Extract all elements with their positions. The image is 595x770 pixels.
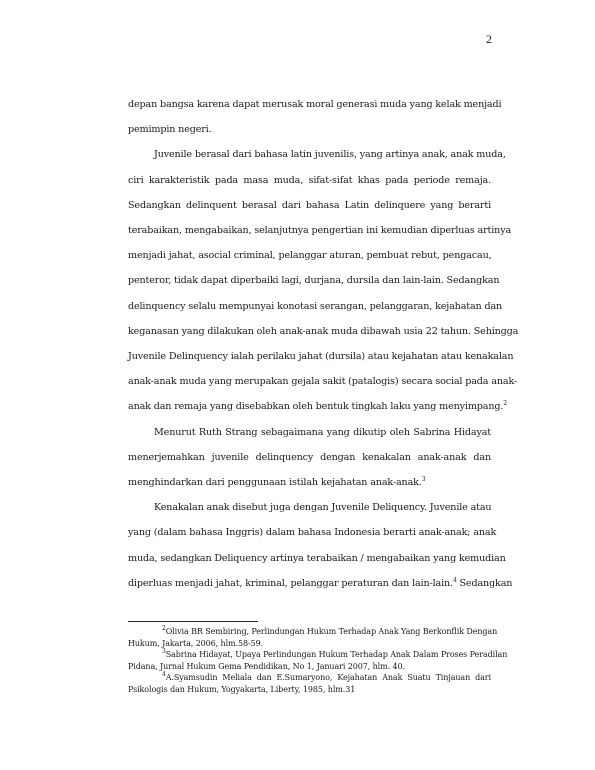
body-line <box>128 495 491 520</box>
body-text <box>128 92 519 596</box>
footnote-text: Pidana, Jurnal Hukum Gema Pendidikan, No 1, Januari 2007, hlm. 40. <box>128 661 405 671</box>
body-line <box>128 546 506 571</box>
body-line-text-after: Sedangkan <box>456 577 513 589</box>
body-line <box>128 168 491 193</box>
body-line-text: Sedangkan delinquent berasal dari bahasa Latin delinquere yang berarti <box>128 199 491 211</box>
body-line <box>128 445 491 470</box>
body-line-text: penteror, tidak dapat diperbaiki lagi, durjana, dursila dan lain-lain. Sedangkan <box>128 275 500 287</box>
footnote-text: Sabrina Hidayat, Upaya Perlindungan Hukum Terhadap Anak Dalam Proses Peradilan <box>165 650 508 660</box>
body-line-text: pemimpin negeri. <box>128 124 212 136</box>
body-line-text: menghindarkan dari penggunaan istilah kejahatan anak-anak. <box>128 477 422 489</box>
body-line <box>128 394 507 419</box>
footnote-line <box>128 638 491 650</box>
footnote-reference[interactable]: 3 <box>421 476 426 484</box>
page-number: 2 <box>486 32 492 46</box>
body-line <box>128 294 503 319</box>
body-line-text: anak dan remaja yang disebabkan oleh bentuk tingkah laku yang menyimpang. <box>128 401 504 413</box>
body-line <box>128 369 518 394</box>
footnotes <box>128 625 508 696</box>
footnote-line <box>128 684 491 696</box>
body-line <box>128 142 506 167</box>
body-line <box>128 268 500 293</box>
footnote-number: 3 <box>162 648 166 656</box>
body-line <box>128 571 513 596</box>
body-line-text: ciri karakteristik pada masa muda, sifat-sifat khas pada periode remaja. <box>128 174 491 186</box>
footnote-number: 2 <box>162 625 166 632</box>
body-line-text: menjadi jahat, asocial criminal, pelanggar aturan, pembuat rebut, pengacau, <box>128 250 492 262</box>
body-line-text: menerjemahkan juvenile delinquency dengan kenakalan anak-anak dan <box>128 451 491 463</box>
body-line <box>128 520 497 545</box>
footnote-line <box>128 625 498 638</box>
footnote-number: 4 <box>162 671 166 679</box>
body-line <box>128 470 491 495</box>
body-line <box>128 92 502 117</box>
body-line-text: Juvenile berasal dari bahasa latin juvenilis, yang artinya anak, anak muda, <box>154 149 506 161</box>
footnote-divider <box>128 621 258 622</box>
body-line <box>128 344 514 369</box>
footnote-text: Olivia BR Sembiring, Perlindungan Hukum Terhadap Anak Yang Berkonflik Dengan <box>165 627 498 636</box>
footnote-text: Hukum, Jakarta, 2006, hlm.58-59. <box>128 638 263 648</box>
footnote-line <box>128 661 491 673</box>
body-line <box>128 243 491 268</box>
body-line-text: diperluas menjadi jahat, kriminal, pelanggar peraturan dan lain-lain. <box>128 577 453 589</box>
footnote-reference[interactable]: 2 <box>503 400 507 408</box>
body-line-text: keganasan yang dilakukan oleh anak-anak muda dibawah usia 22 tahun. Sehingga <box>128 325 519 337</box>
body-line-text: Juvenile Delinquency ialah perilaku jahat (dursila) atau kejahatan atau kenakalan <box>128 351 514 363</box>
footnote-text: A.Syamsudin Meliala dan E.Sumaryono, Kejahatan Anak Suatu Tinjauan dari <box>165 673 491 683</box>
body-line-text: terabaikan, mengabaikan, selanjutnya pengertian ini kemudian diperluas artinya <box>128 225 512 237</box>
body-line <box>128 193 491 218</box>
body-line <box>128 117 491 142</box>
body-line <box>128 218 512 243</box>
footnote-text: Psikologis dan Hukum, Yogyakarta, Liberty, 1985, hlm.31 <box>128 684 356 694</box>
body-line <box>128 319 519 344</box>
footnote-line <box>128 672 491 684</box>
footnote-reference[interactable]: 4 <box>452 576 457 584</box>
footnote-line <box>128 648 508 661</box>
body-line-text: depan bangsa karena dapat merusak moral generasi muda yang kelak menjadi <box>128 99 502 110</box>
body-line <box>128 420 491 445</box>
body-line-text: delinquency selalu mempunyai konotasi serangan, pelanggaran, kejahatan dan <box>128 300 503 312</box>
body-line-text: yang (dalam bahasa Inggris) dalam bahasa Indonesia berarti anak-anak; anak <box>128 527 497 539</box>
body-line-text: Kenakalan anak disebut juga dengan Juvenile Deliquency. Juvenile atau <box>154 502 492 514</box>
body-line-text: Menurut Ruth Strang sebagaimana yang dikutip oleh Sabrina Hidayat <box>154 426 491 438</box>
body-line-text: muda, sedangkan Deliquency artinya terabaikan / mengabaikan yang kemudian <box>128 552 506 564</box>
body-line-text: anak-anak muda yang merupakan gejala sakit (patalogis) secara social pada anak- <box>128 376 518 388</box>
